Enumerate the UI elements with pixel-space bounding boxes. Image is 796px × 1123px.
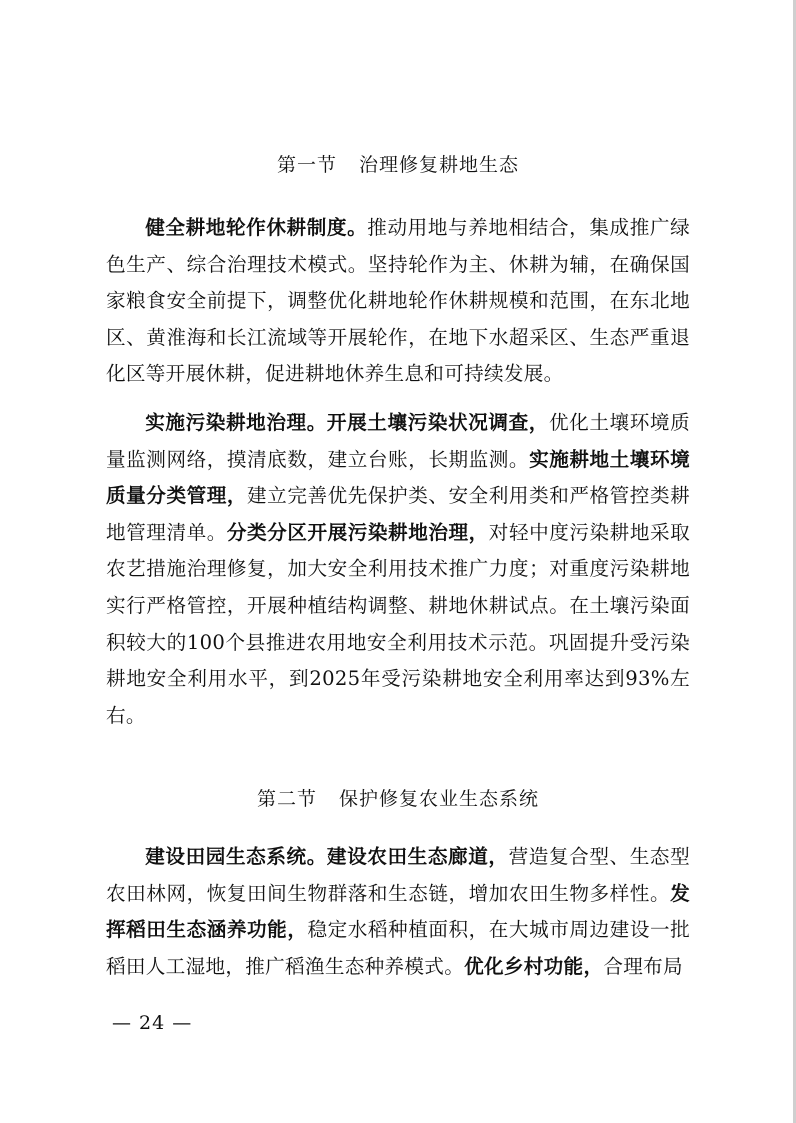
paragraph-text: 营造复合型、生态型农田林网，恢复田间生物群落和生态链，增加农田生物多样性。 — [106, 845, 690, 905]
paragraph — [106, 839, 690, 985]
section-number: 第二节 — [256, 788, 317, 810]
section-title: 保护修复农业生态系统 — [339, 788, 540, 810]
paragraph-emphasis: 优化乡村功能， — [464, 954, 604, 978]
paragraph-text: 对轻中度污染耕地采取农艺措施治理修复，加大安全利用技术推广力度；对重度污染耕地实行严格管控，开展种植结构调整、耕地休耕试点。在土壤污染面积较大的100个县推进农用地安全利用技术示范。巩固提升受污染耕地安全利用水平，到2025年受污染耕地安全利用率达到93%左右。 — [106, 520, 691, 727]
paragraph-text: 优化土壤环境质量监测网络，摸清底数，建立台账，长期监测。 — [106, 411, 690, 471]
paragraph — [106, 210, 690, 393]
section-heading-2 — [106, 784, 690, 814]
paragraph-text: 稳定水稻种植面积，在大城市周边建设一批稻田人工湿地，推广稻渔生态种养模式。 — [106, 918, 690, 978]
paragraph-emphasis: 实施耕地土壤环境质量分类管理， — [106, 447, 690, 508]
paragraph — [106, 405, 690, 734]
paragraph-emphasis: 分类分区开展污染耕地治理， — [226, 520, 489, 544]
paragraph-emphasis: 发挥稻田生态涵养功能， — [106, 881, 690, 942]
section-heading-1 — [106, 150, 690, 180]
paragraph-text: 合理布局 — [603, 954, 683, 978]
paragraph-lead: 建设田园生态系统。建设农田生态廊道， — [145, 845, 509, 868]
paragraph-lead: 实施污染耕地治理。开展土壤污染状况调查， — [145, 411, 549, 434]
page-number: — 24 — — [112, 1012, 193, 1034]
section-number: 第一节 — [276, 154, 337, 176]
paragraph-lead: 健全耕地轮作休耕制度。 — [145, 216, 368, 239]
section-title: 治理修复耕地生态 — [359, 154, 520, 176]
paragraph-text: 建立完善优先保护类、安全利用类和严格管控类耕地管理清单。 — [106, 484, 690, 544]
paragraph-text: 推动用地与养地相结合，集成推广绿色生产、综合治理技术模式。坚持轮作为主、休耕为辅，在确保国家粮食安全前提下，调整优化耕地轮作休耕规模和范围，在东北地区、黄淮海和长江流域等开展轮作，在地下水超采区、生态严重退化区等开展休耕，促进耕地休养生息和可持续发展。 — [106, 216, 690, 386]
